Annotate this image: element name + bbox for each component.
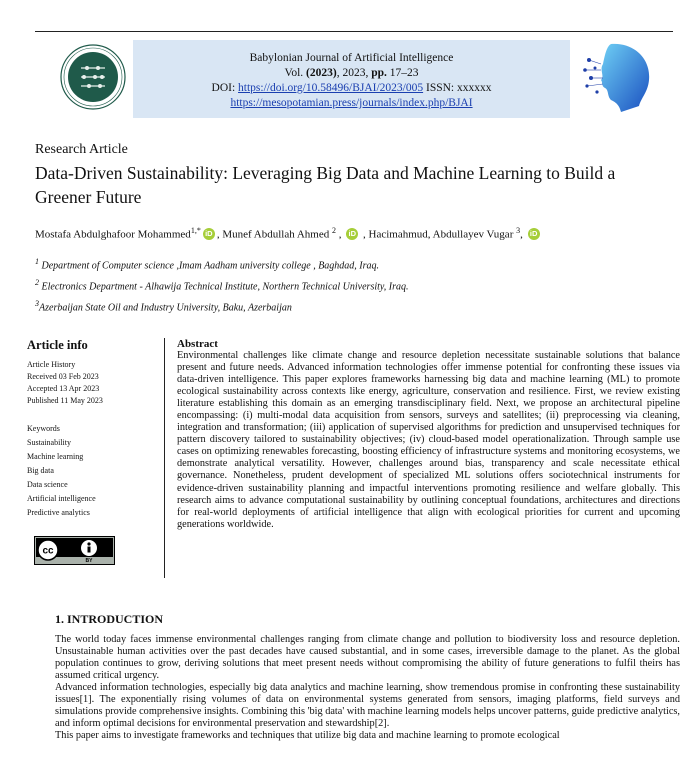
journal-name: Babylonian Journal of Artificial Intelligence	[249, 52, 454, 64]
article-info-panel	[27, 338, 157, 519]
journal-header	[133, 40, 570, 118]
keyword: Predictive analytics	[27, 508, 90, 517]
introduction-body	[55, 634, 680, 742]
journal-url-link[interactable]: https://mesopotamian.press/journals/index.php/BJAI	[230, 97, 473, 109]
keyword: Machine learning	[27, 452, 84, 461]
author-name: Munef Abdullah Ahmed	[222, 228, 330, 241]
cc-icon: cc	[42, 545, 54, 557]
published-date: Published 11 May 2023	[27, 396, 103, 405]
cc-by-license-badge[interactable]	[34, 536, 115, 565]
paragraph: Advanced information technologies, especially big data analytics and machine learning, show tremendous promise in confronting these sustainability issues[1]. The exponentially rising volumes of data on environmental systems generated from sensors, imaging platforms, field surveys and simulations provide comprehensive insights. Combining this 'big data' with machine learning models helps uncover patterns, guide predictive analytics, and inform optimal decisions for environmental preservation and stewardship[2].	[55, 682, 680, 730]
doi-link[interactable]: https://doi.org/10.58496/BJAI/2023/005	[238, 82, 424, 94]
affiliation: $^3$Azerbaijan State Oil and Industry University, Baku, Azerbaijan	[35, 299, 292, 314]
column-divider	[164, 338, 165, 578]
orcid-icon[interactable]: iD	[203, 228, 215, 240]
keyword: Artificial intelligence	[27, 494, 96, 503]
orcid-icon[interactable]: iD	[346, 228, 358, 240]
keyword: Data science	[27, 480, 68, 489]
history-label: Article History	[27, 360, 76, 369]
accepted-date: Accepted 13 Apr 2023	[27, 384, 100, 393]
paragraph: This paper aims to investigate frameworks and techniques that utilize big data and machine learning to promote ecological	[55, 730, 560, 742]
ai-head-logo	[581, 40, 655, 116]
paper-title: Data-Driven Sustainability: Leveraging Big Data and Machine Learning to Build a Greener Future	[35, 163, 616, 207]
author-name: Hacimahmud, Abdullayev Vugar	[368, 228, 514, 241]
keyword: Big data	[27, 466, 54, 475]
section-heading: 1. INTRODUCTION	[55, 612, 164, 626]
article-info-heading: Article info	[27, 338, 88, 352]
header-rule	[35, 31, 673, 32]
author-name: Mostafa Abdulghafoor Mohammed	[35, 228, 191, 241]
orcid-icon[interactable]: iD	[528, 228, 540, 240]
paragraph: The world today faces immense environmental challenges ranging from climate change and pollution to biodiversity loss and resource depletion. Unsustainable human activities over the past decades have caused substantial, and in some cases, irreversible damage to the planet. As the global population continues to grow, deriving solutions that meet present needs without compromising the ability of future generations to fulfil theirs has assumed critical urgency.	[55, 634, 680, 682]
doi-line: DOI: https://doi.org/10.58496/BJAI/2023/005 ISSN: xxxxxx	[211, 82, 492, 94]
volume-line: Vol. (2023), 2023, pp. 17–23	[284, 67, 419, 79]
abstract-text: Environmental challenges like climate change and resource depletion necessitate sustainable solutions that balance present and future needs. Advanced information technologies offer immense potential for confronting these issues via data-driven intelligence. This paper explores frameworks harnessing big data and machine learning (ML) to promote ecological sustainability across contexts like energy, agriculture, conservation and resilience. First, we review existing literature establishing this domain as an emerging transdisciplinary field. Next, we propose an architectural pipeline encompassing: (i) multi-modal data acquisition from sensors, surveys and satellites; (ii) preprocessing via cleaning, integration and transformation; (iii) application of supervised algorithms for prediction and unsupervised techniques for pattern discovery tailored to sustainability objectives; (iv) cloud-based model operationalization. Through sample use cases on optimizing renewables forecasting, boosting efficiency of infrastructure systems and monitoring ecosystems, we demonstrate analytical versatility. However, challenges around bias, transparency and scale necessitate ethical governance. Nonetheless, prudent development of specialized ML solutions offers sociotechnical instruments for evidence-driven sustainability planning and impactful interventions promoting resilience and welfare globally. This research aims to advance computational sustainability by outlining conceptual foundations, architectures and directions for real-world deployments of artificial intelligence that align with ecological priorities for current and upcoming generations worldwide.	[177, 350, 680, 530]
keywords-label: Keywords	[27, 424, 60, 433]
keyword: Sustainability	[27, 438, 71, 447]
by-label: BY	[85, 558, 93, 564]
abstract-heading: Abstract	[177, 338, 218, 350]
affiliation: $^1$ Department of Computer science ,Imam Aadham university college , Baghdad, Iraq.	[35, 257, 380, 272]
affiliation: $^2$ Electronics Department - Alhawija Technical Institute, Northern Technical University, Iraq.	[35, 278, 409, 293]
publisher-seal-logo	[60, 44, 126, 110]
received-date: Received 03 Feb 2023	[27, 372, 99, 381]
article-type: Research Article	[35, 142, 128, 157]
author-list: Mostafa Abdulghafoor Mohammed$^{1,*}$ iD , Munef Abdullah Ahmed $^2$ , iD , Hacimahmud, Abdullayev Vugar $^3$, iD	[35, 226, 542, 241]
